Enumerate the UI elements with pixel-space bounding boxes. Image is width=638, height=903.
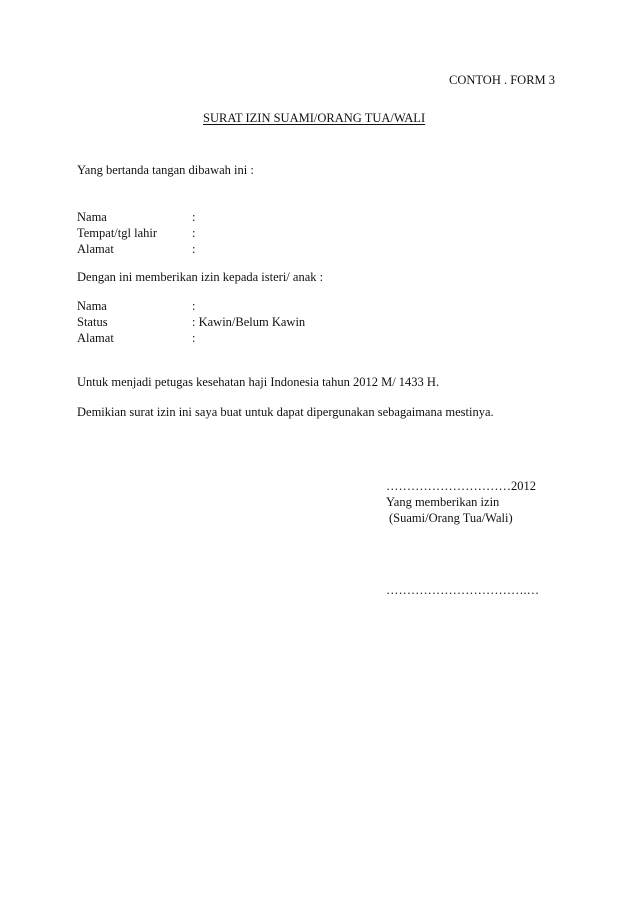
field-label: Alamat: [77, 331, 114, 345]
closing-text: Demikian surat izin ini saya buat untuk dapat dipergunakan sebagaimana mestinya.: [77, 405, 494, 419]
field-value: :: [192, 299, 196, 313]
field-label: Nama: [77, 210, 107, 224]
field-value: :: [192, 242, 196, 256]
permission-text: Dengan ini memberikan izin kepada isteri/ anak :: [77, 270, 324, 284]
intro-text: Yang bertanda tangan dibawah ini :: [77, 163, 254, 177]
field-value: :: [192, 331, 196, 345]
field-label: Tempat/tgl lahir: [77, 226, 158, 240]
field-value: : Kawin/Belum Kawin: [192, 315, 306, 329]
signature-giver-label: Yang memberikan izin: [386, 495, 500, 509]
field-value: :: [192, 210, 196, 224]
field-label: Status: [77, 315, 108, 329]
field-label: Alamat: [77, 242, 114, 256]
signature-name-line: …………………………….…: [386, 583, 540, 597]
purpose-text: Untuk menjadi petugas kesehatan haji Indonesia tahun 2012 M/ 1433 H.: [77, 375, 440, 389]
signature-role-label: (Suami/Orang Tua/Wali): [389, 511, 513, 525]
letter-title: SURAT IZIN SUAMI/ORANG TUA/WALI: [203, 111, 426, 125]
field-value: :: [192, 226, 196, 240]
signature-date-line: …………………………2012: [386, 479, 536, 493]
field-label: Nama: [77, 299, 107, 313]
form-code: CONTOH . FORM 3: [449, 73, 556, 87]
